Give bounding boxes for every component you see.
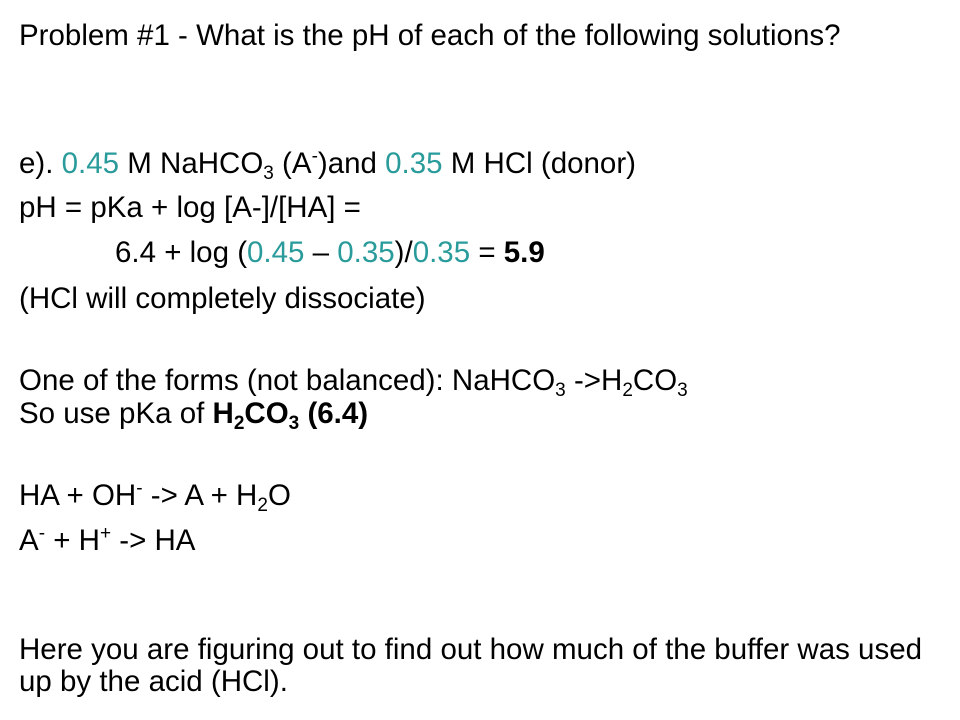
forms-prefix: One of the forms (not balanced): NaHCO	[19, 364, 556, 397]
calc-value-b: 0.35	[337, 236, 395, 269]
reaction-2	[19, 525, 196, 557]
part-e-label: e).	[19, 147, 62, 180]
hcl-note: (HCl will completely dissociate)	[19, 282, 426, 315]
problem-title: Problem #1 - What is the pH of each of the following solutions?	[19, 19, 841, 52]
subscript: 3	[288, 413, 300, 434]
role-a-close: )and	[317, 147, 386, 180]
forms-line-2	[19, 397, 369, 434]
subscript: 2	[257, 495, 268, 516]
superscript: -	[136, 478, 143, 499]
calculation-line	[115, 237, 545, 269]
h-symbol: H	[212, 397, 234, 430]
pka-value: (6.4)	[299, 397, 369, 430]
calc-equals: =	[470, 236, 504, 269]
role-a-open: (A	[273, 147, 312, 180]
reaction-1	[19, 478, 291, 516]
calc-div: )/	[394, 236, 413, 269]
forms-prefix-2: So use pKa of	[19, 397, 213, 430]
r2-arrow: -> HA	[111, 524, 196, 557]
henderson-hasselbalch: pH = pKa + log [A-]/[HA] =	[19, 191, 361, 224]
subscript: 2	[233, 413, 245, 434]
species-hcl: M HCl (donor)	[442, 147, 636, 180]
co-symbol: CO	[244, 397, 289, 430]
subscript: 3	[677, 380, 688, 401]
superscript: -	[311, 146, 318, 167]
h2co3-bold	[212, 397, 369, 434]
r1-arrow: -> A + H	[142, 479, 258, 512]
calc-result: 5.9	[503, 236, 545, 269]
r1-left: HA + OH	[19, 479, 137, 512]
calc-prefix: 6.4 + log (	[115, 236, 248, 269]
subscript: 2	[622, 380, 633, 401]
r1-o: O	[267, 479, 291, 512]
calc-value-c: 0.35	[412, 236, 471, 269]
r2-a: A	[19, 524, 39, 557]
forms-arrow: ->H	[565, 364, 623, 397]
conc-nahco3: 0.45	[61, 147, 120, 180]
species-nahco3: M NaHCO	[119, 147, 264, 180]
superscript: -	[38, 523, 46, 544]
forms-co: CO	[632, 364, 678, 397]
subscript: 3	[555, 380, 566, 401]
calc-value-a: 0.45	[247, 236, 305, 269]
part-e-line	[19, 146, 636, 184]
conc-hcl: 0.35	[385, 147, 443, 180]
closing-note: Here you are figuring out to find out how much of the buffer was used up by the acid (HCl).	[19, 633, 923, 698]
superscript: +	[99, 523, 112, 544]
r2-h: + H	[45, 524, 100, 557]
subscript: 3	[263, 163, 274, 184]
calc-minus: –	[304, 236, 338, 269]
forms-line-1	[19, 364, 688, 401]
